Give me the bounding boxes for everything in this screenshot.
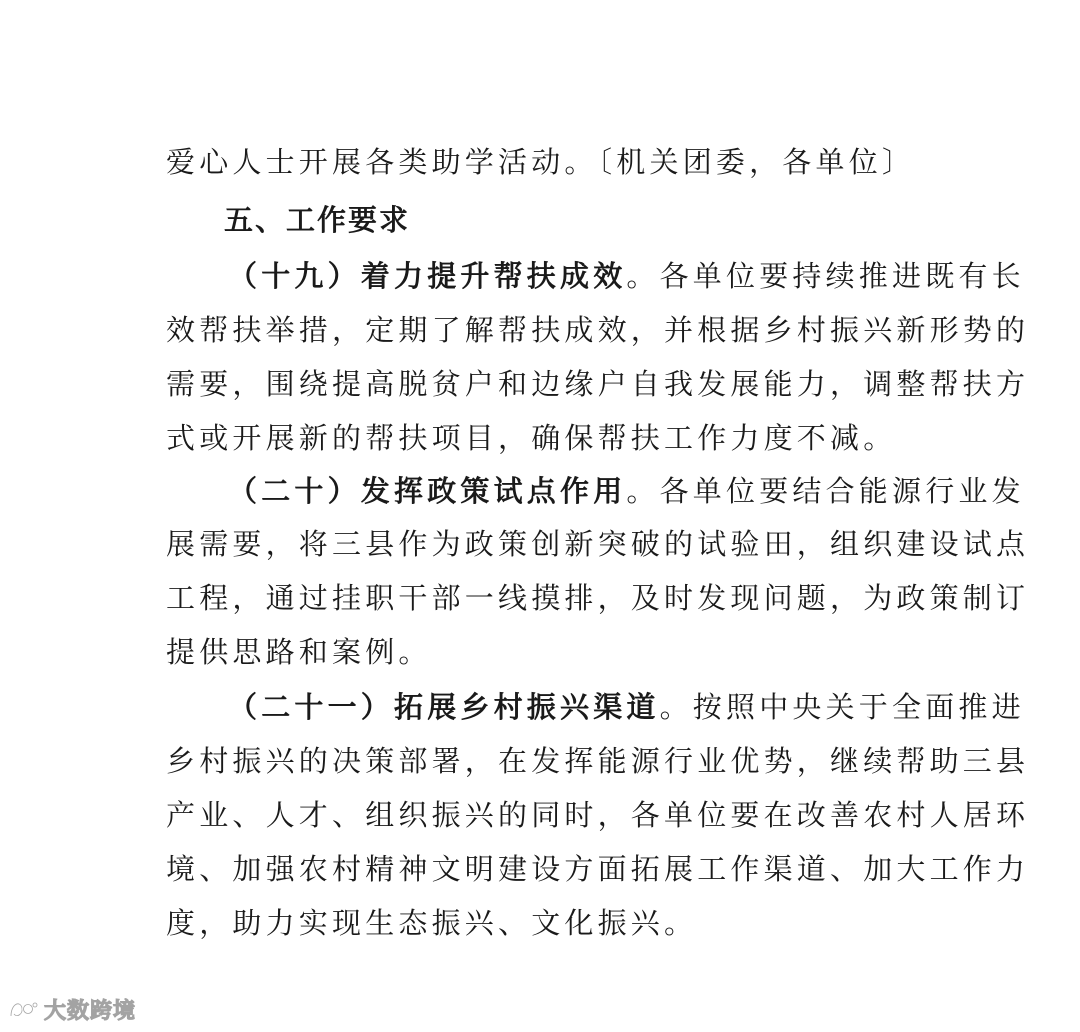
paragraph-line: 产业、人才、组织振兴的同时，各单位要在改善农村人居环 <box>166 798 1030 832</box>
paragraph-line: 式或开展新的帮扶项目，确保帮扶工作力度不减。 <box>166 421 897 455</box>
section-heading: 五、工作要求 <box>224 203 411 237</box>
item-20-first-line <box>228 471 1025 511</box>
item-21-lead-text: 。按照中央关于全面推进 <box>659 690 1025 724</box>
item-19-title: （十九）着力提升帮扶成效 <box>228 259 627 293</box>
item-21-first-line <box>228 687 1025 727</box>
item-19-first-line <box>228 256 1025 296</box>
paragraph-line: 境、加强农村精神文明建设方面拓展工作渠道、加大工作力 <box>166 852 1030 886</box>
item-20-lead-text: 。各单位要结合能源行业发 <box>626 474 1025 508</box>
item-21-title: （二十一）拓展乡村振兴渠道 <box>228 690 660 724</box>
paragraph-line: 需要，围绕提高脱贫户和边缘户自我发展能力，调整帮扶方 <box>166 367 1030 401</box>
watermark-text: 大数跨境 <box>44 998 137 1024</box>
paragraph-line: 提供思路和案例。 <box>166 635 432 669</box>
paragraph-line: 展需要，将三县作为政策创新突破的试验田，组织建设试点 <box>166 527 1030 561</box>
item-20-title: （二十）发挥政策试点作用 <box>228 474 627 508</box>
paragraph-line: 度，助力实现生态振兴、文化振兴。 <box>166 906 698 940</box>
paragraph-line: 乡村振兴的决策部署，在发挥能源行业优势，继续帮助三县 <box>166 744 1030 778</box>
paragraph-line: 爱心人士开展各类助学活动。〔机关团委，各单位〕 <box>166 145 916 179</box>
paragraph-line: 效帮扶举措，定期了解帮扶成效，并根据乡村振兴新形势的 <box>166 313 1030 347</box>
dashuju-logo-icon <box>8 996 38 1022</box>
watermark <box>8 992 136 1026</box>
item-19-lead-text: 。各单位要持续推进既有长 <box>626 259 1025 293</box>
paragraph-line: 工程，通过挂职干部一线摸排，及时发现问题，为政策制订 <box>166 581 1030 615</box>
